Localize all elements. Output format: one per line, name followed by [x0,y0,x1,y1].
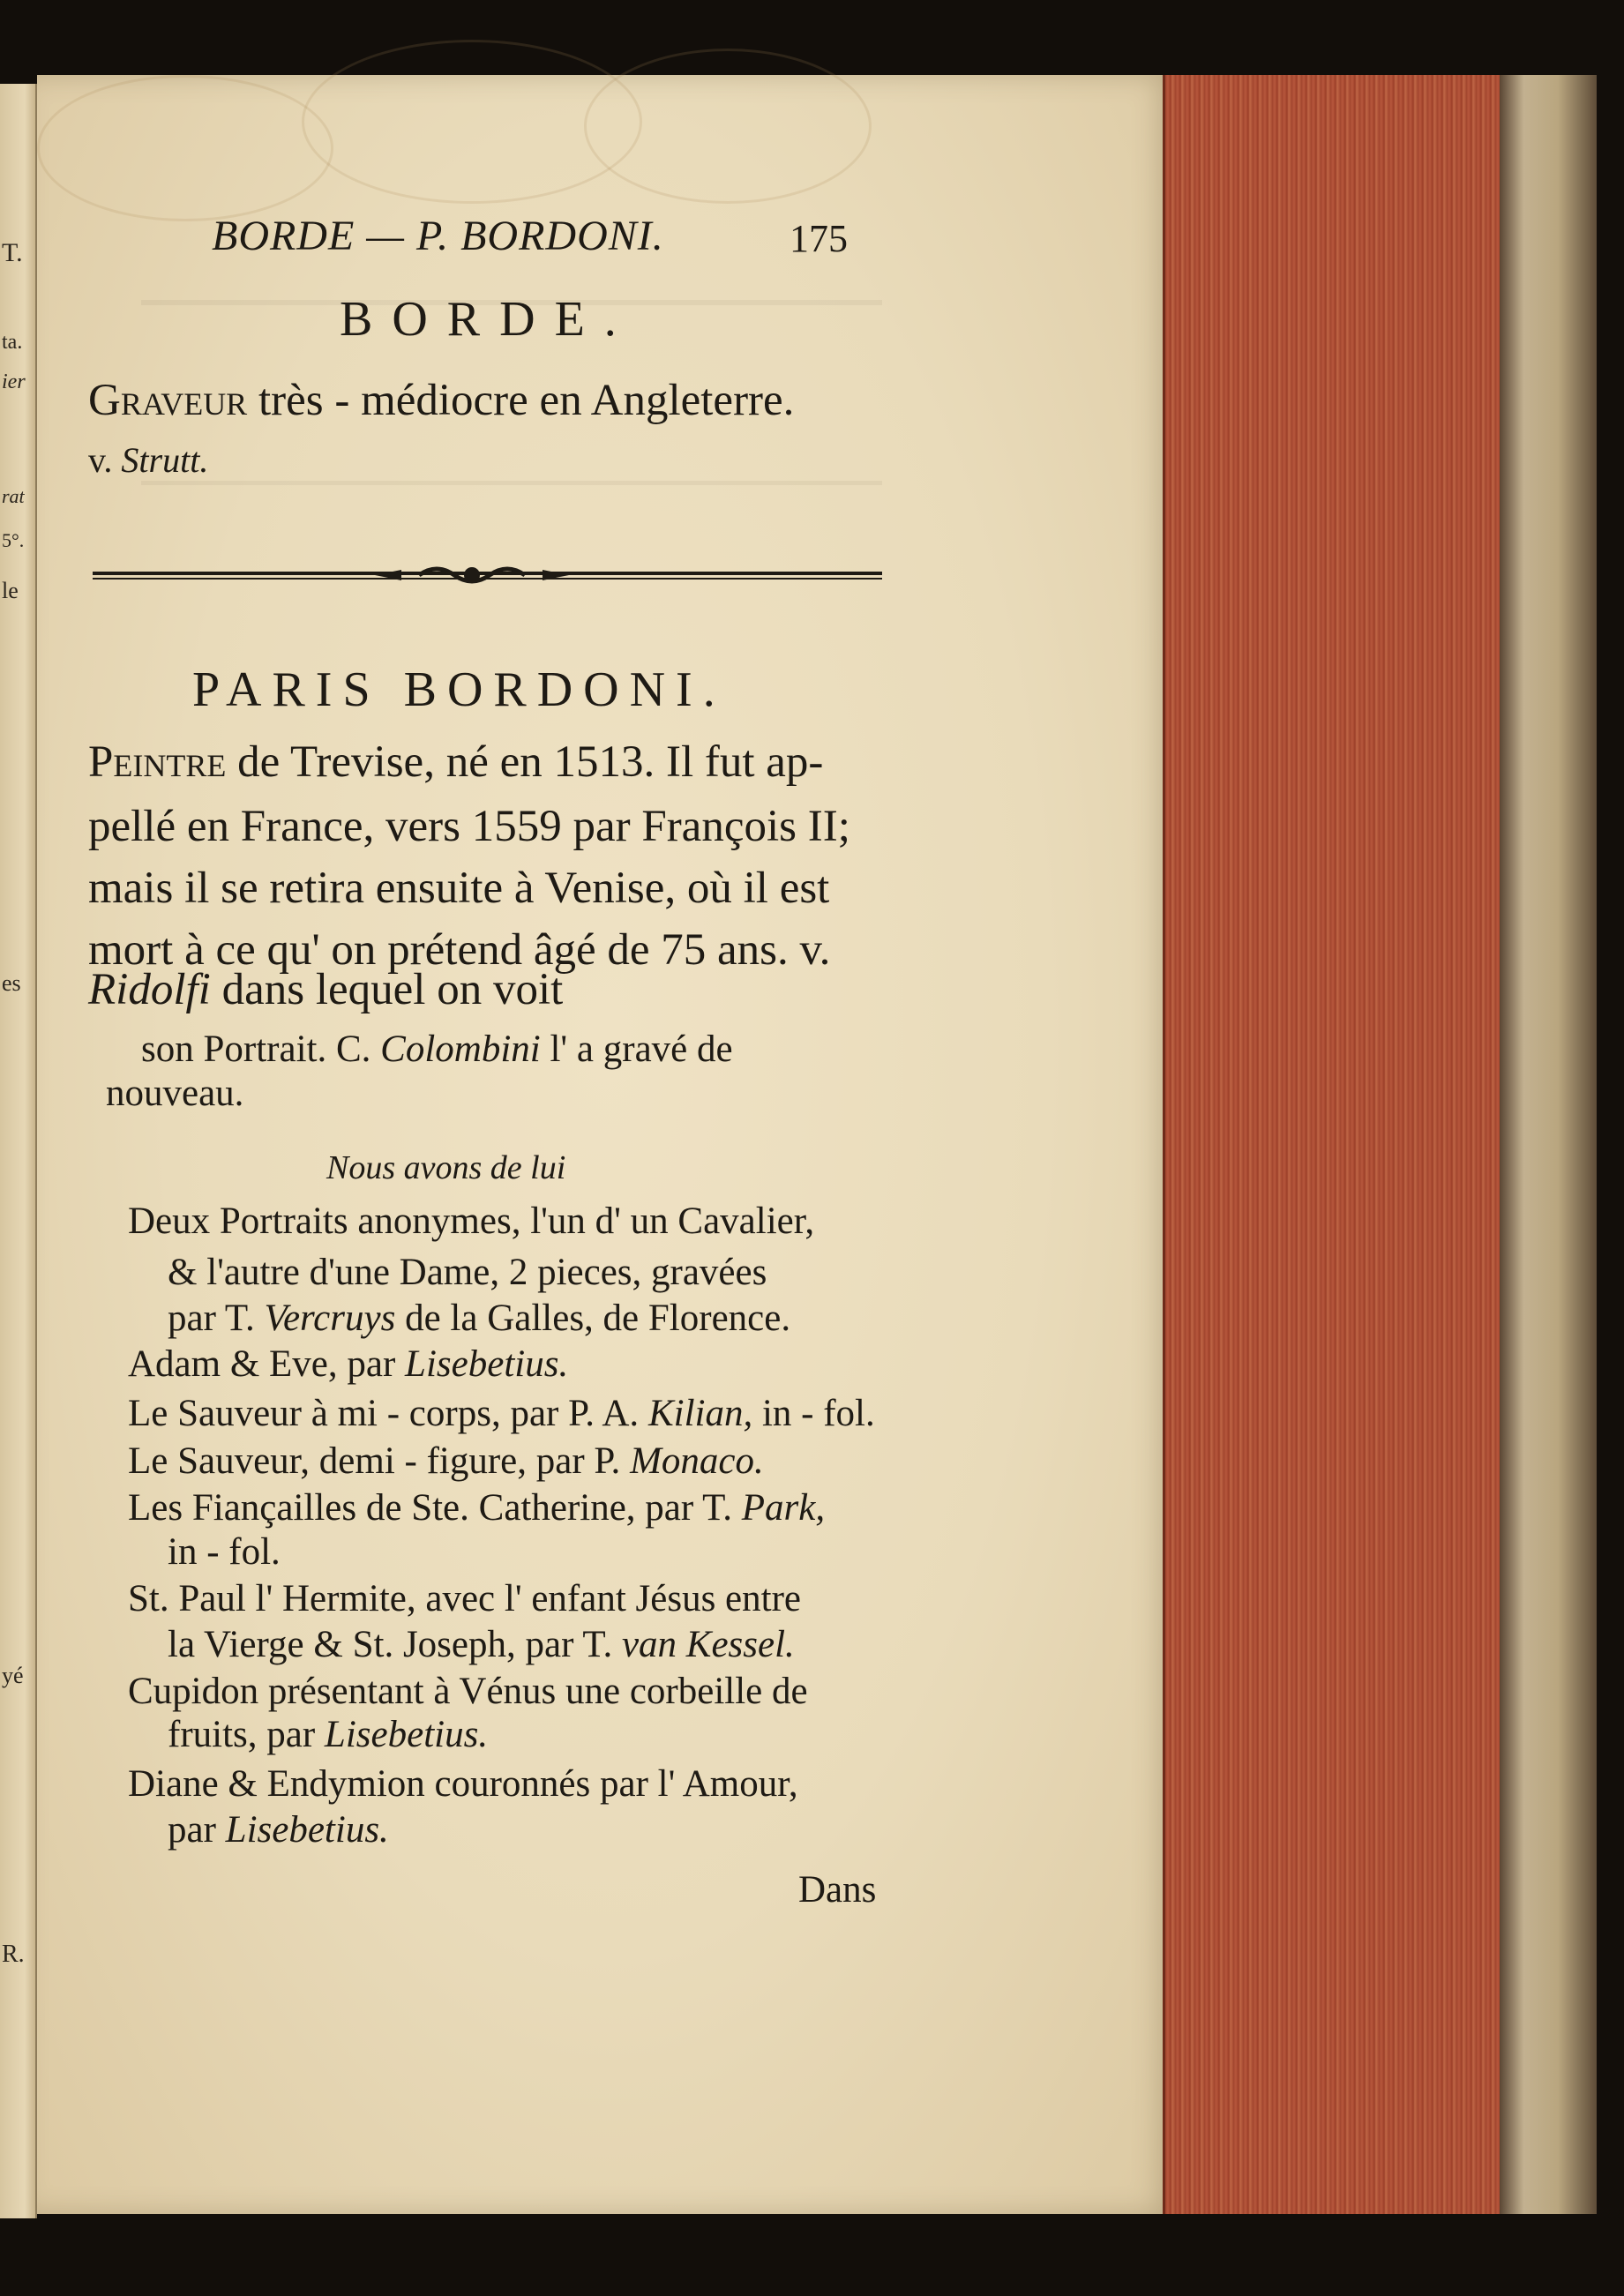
entry-heading-paris-bordoni: PARIS BORDONI. [192,662,726,717]
water-stain [37,75,333,221]
show-through [141,481,882,485]
page-number: 175 [790,217,848,260]
work-line: in - fol. [168,1531,281,1573]
left-page-edge [0,84,37,2218]
work-line: & l'autre d'une Dame, 2 pieces, gravées [168,1252,767,1293]
bordoni-line-3: mais il se retira ensuite à Venise, où il est [88,864,830,913]
left-page-fragment: T. [2,238,23,267]
lead-word: Peintre [88,737,227,787]
lead-word: Graveur [88,376,248,425]
work-line: Cupidon présentant à Vénus une corbeille de [128,1671,808,1712]
work-line: St. Paul l' Hermite, avec l' enfant Jésus entre [128,1578,801,1619]
borde-line-2 [88,439,208,481]
bordoni-line-1 [88,737,823,788]
work-line: Deux Portraits anonymes, l'un d' un Cavalier, [128,1200,815,1242]
line-text: très - médiocre en Angleterre. [258,376,795,425]
left-page-fragment: ier [2,370,26,393]
work-line: Le Sauveur, demi - figure, par P. Monaco. [128,1440,764,1482]
entry-heading-borde: BORDE. [340,292,636,347]
water-stain [584,49,872,204]
work-line: Les Fiançailles de Ste. Catherine, par T. Park, [128,1487,826,1529]
bordoni-line-2: pellé en France, vers 1559 par François II; [88,802,850,851]
bordoni-line-6 [141,1028,733,1071]
bordoni-line-5 [88,964,563,1015]
left-page-fragment: es [2,970,21,996]
work-line: Adam & Eve, par Lisebetius. [128,1343,569,1385]
works-heading: Nous avons de lui [326,1149,566,1186]
left-page-fragment: yé [2,1663,24,1688]
line-text: de Trevise, né en 1513. Il fut ap- [237,737,824,787]
work-line: la Vierge & St. Joseph, par T. van Kessel. [168,1624,795,1665]
borde-line-1 [88,375,794,426]
line-text: son Portrait. C. [141,1028,381,1070]
work-line: fruits, par Lisebetius. [168,1714,489,1755]
running-head: BORDE — P. BORDONI. [212,213,664,259]
book-binding [1500,75,1597,2214]
page-fore-edge [1163,75,1509,2214]
fleuron-rule-icon [93,557,882,593]
bordoni-line-4: mort à ce qu' on prétend âgé de 75 ans. v. [88,925,831,975]
left-page-fragment: rat [2,485,25,507]
line-text: v. [88,440,113,480]
work-line: par Lisebetius. [168,1809,389,1851]
reference: Strutt. [121,440,209,480]
line-text: dans lequel on voit [210,965,564,1014]
left-page-fragment: R. [2,1941,25,1968]
work-line: par T. Vercruys de la Galles, de Florence. [168,1298,791,1339]
left-page-fragment: 5°. [2,529,25,551]
work-line: Diane & Endymion couronnés par l' Amour, [128,1763,798,1805]
work-line: Le Sauveur à mi - corps, par P. A. Kilian, in - fol. [128,1393,875,1434]
reference: Ridolfi [88,965,211,1014]
left-page-fragment: le [2,578,19,603]
bordoni-line-7: nouveau. [106,1073,244,1114]
reference: Colombini [380,1028,541,1070]
left-page-fragment: ta. [2,331,23,354]
catchword: Dans [798,1869,877,1911]
line-text: l' a gravé de [540,1028,733,1070]
